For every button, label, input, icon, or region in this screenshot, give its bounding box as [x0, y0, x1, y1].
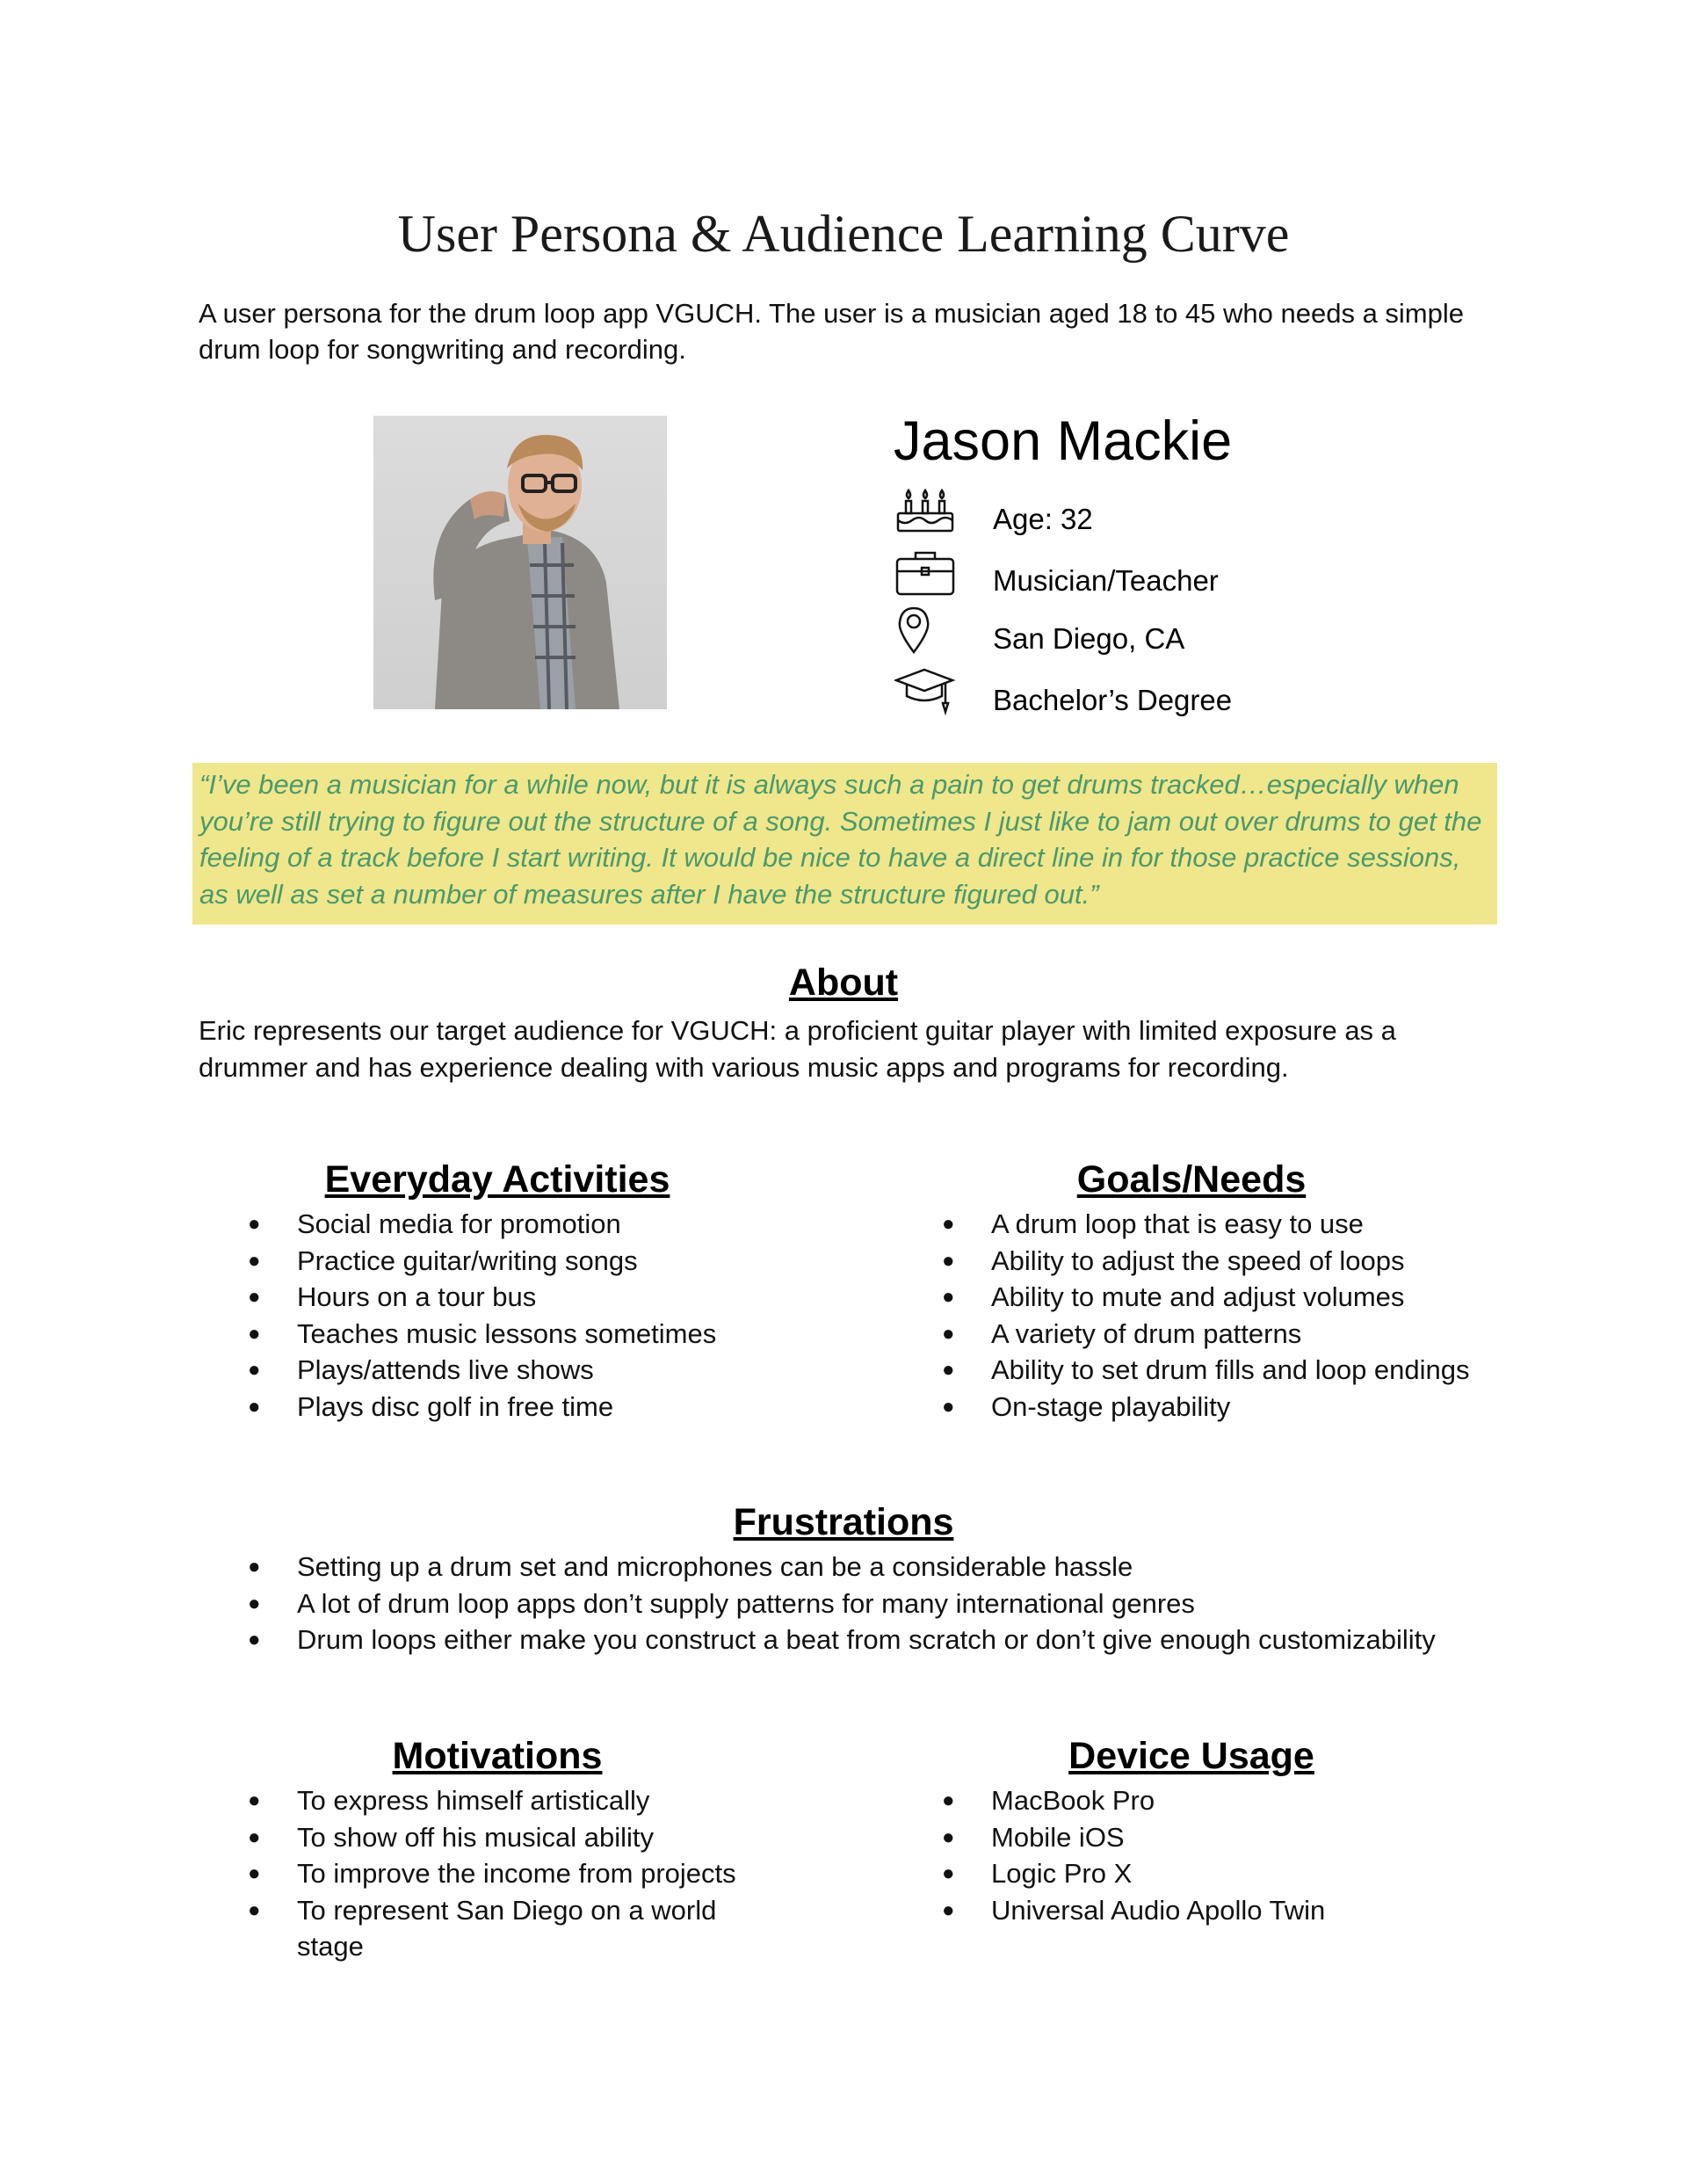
- goals-needs-heading: Goals/Needs: [1076, 1158, 1307, 1201]
- persona-photo: [373, 416, 667, 709]
- list-item: ● Universal Audio Apollo Twin: [893, 1892, 1560, 1929]
- location-pin-icon: [894, 605, 956, 654]
- persona-quote-box: [192, 763, 1497, 925]
- everyday-activities-heading: Everyday Activities: [324, 1158, 670, 1201]
- device-usage-list: [893, 1782, 1560, 1928]
- persona-occupation: Musician/Teacher: [993, 564, 1219, 597]
- list-item: ● Ability to mute and adjust volumes: [893, 1279, 1596, 1316]
- persona-name: Jason Mackie: [894, 410, 1233, 472]
- list-item: ● Mobile iOS: [893, 1819, 1560, 1856]
- list-item: ● A lot of drum loop apps don’t supply patterns for many international genres: [199, 1585, 1569, 1622]
- motivations-list: [199, 1782, 761, 1965]
- list-item: ● Plays disc golf in free time: [199, 1389, 866, 1426]
- goals-needs-list: [893, 1206, 1596, 1425]
- list-item: ● To express himself artistically: [199, 1782, 761, 1819]
- list-item: ● Teaches music lessons sometimes: [199, 1316, 866, 1353]
- list-item: ● To improve the income from projects: [199, 1855, 761, 1892]
- persona-location: San Diego, CA: [993, 622, 1185, 655]
- graduation-cap-icon: [894, 666, 956, 715]
- intro-paragraph: A user persona for the drum loop app VGUCH. The user is a musician aged 18 to 45 who needs a simple drum loop for songwriting and recording.: [199, 298, 1465, 365]
- list-item: ● Hours on a tour bus: [199, 1279, 866, 1316]
- motivations-heading: Motivations: [392, 1735, 603, 1777]
- persona-quote: “I’ve been a musician for a while now, but it is always such a pain to get drums tracked…especially when you’re still trying to figure out the structure of a song. Sometimes I just like to jam out over drums to get the feeling of a track before I start writing. It would be nice to have a direct line in for those practice sessions, as well as set a number of measures after I have the structure figured out.”: [199, 769, 1482, 910]
- persona-age: Age: 32: [993, 503, 1093, 535]
- device-usage-heading: Device Usage: [1068, 1735, 1314, 1777]
- list-item: ● Logic Pro X: [893, 1855, 1560, 1892]
- list-item: ● Social media for promotion: [199, 1206, 866, 1243]
- briefcase-icon: [894, 548, 956, 598]
- list-item: ● On-stage playability: [893, 1389, 1596, 1426]
- list-item: ● To represent San Diego on a world stage: [199, 1892, 761, 1965]
- list-item: ● Setting up a drum set and microphones can be a considerable hassle: [199, 1549, 1569, 1585]
- list-item: ● Plays/attends live shows: [199, 1352, 866, 1389]
- list-item: ● A variety of drum patterns: [893, 1316, 1596, 1353]
- list-item: ● MacBook Pro: [893, 1782, 1560, 1819]
- frustrations-list: [199, 1549, 1569, 1658]
- persona-education: Bachelor’s Degree: [993, 684, 1233, 716]
- everyday-activities-list: [199, 1206, 866, 1425]
- list-item: ● A drum loop that is easy to use: [893, 1206, 1596, 1243]
- birthday-cake-icon: [894, 485, 956, 534]
- frustrations-heading: Frustrations: [733, 1501, 954, 1543]
- about-text: Eric represents our target audience for VGUCH: a proficient guitar player with limited exposure as a drummer and has experience dealing with various music apps and programs for recording.: [199, 1015, 1396, 1083]
- list-item: ● To show off his musical ability: [199, 1819, 761, 1856]
- page-title: User Persona & Audience Learning Curve: [397, 205, 1290, 263]
- about-heading: About: [788, 961, 899, 1004]
- list-item: ● Drum loops either make you construct a beat from scratch or don’t give enough customizability: [199, 1622, 1569, 1658]
- list-item: ● Ability to adjust the speed of loops: [893, 1243, 1596, 1280]
- list-item: ● Practice guitar/writing songs: [199, 1243, 866, 1280]
- list-item: ● Ability to set drum fills and loop endings: [893, 1352, 1596, 1389]
